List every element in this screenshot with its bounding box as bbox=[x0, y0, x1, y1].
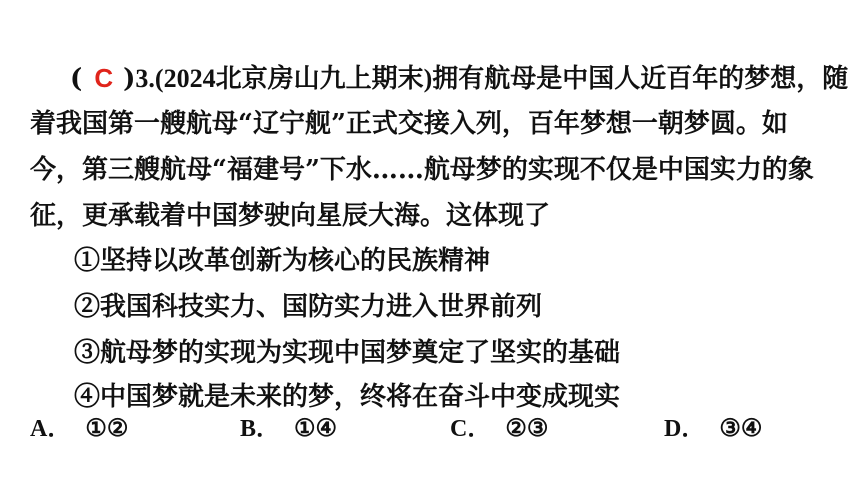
question-stem-line-2: 着我国第一艘航母“辽宁舰”正式交接入列，百年梦想一朝梦圆。如 bbox=[30, 109, 788, 139]
question-stem-line-3: 今，第三艘航母“福建号”下水……航母梦的实现不仅是中国实力的象 bbox=[30, 155, 814, 185]
choice-a-letter: A． bbox=[30, 416, 72, 442]
choice-c-value: ②③ bbox=[505, 413, 549, 442]
choice-a-value: ①② bbox=[85, 413, 129, 442]
statement-4: ④中国梦就是未来的梦，终将在奋斗中变成现实 bbox=[74, 382, 621, 412]
statement-1: ①坚持以改革创新为核心的民族精神 bbox=[74, 246, 491, 276]
choice-d-value: ③④ bbox=[719, 413, 763, 442]
answer-paren-close: ) bbox=[123, 64, 136, 94]
choice-d[interactable] bbox=[664, 412, 762, 445]
choice-c[interactable] bbox=[450, 412, 548, 445]
question-stem-line-4: 征，更承载着中国梦驶向星辰大海。这体现了 bbox=[30, 201, 551, 231]
choice-b-letter: B． bbox=[240, 416, 281, 442]
answer-paren-open: ( bbox=[70, 64, 83, 94]
answer-choices bbox=[30, 412, 830, 444]
choice-b[interactable] bbox=[240, 412, 337, 445]
statement-3: ③航母梦的实现为实现中国梦奠定了坚实的基础 bbox=[74, 338, 621, 368]
choice-c-letter: C． bbox=[450, 416, 492, 442]
question-stem-line-1 bbox=[70, 62, 848, 95]
statement-2: ②我国科技实力、国防实力进入世界前列 bbox=[74, 292, 543, 322]
choice-b-value: ①④ bbox=[294, 413, 338, 442]
question-number-source: 3.(2024北京房山九上期末) bbox=[135, 64, 433, 93]
choice-d-letter: D． bbox=[664, 416, 706, 442]
answer-key: C bbox=[94, 63, 114, 93]
question-stem-text-1: 拥有航母是中国人近百年的梦想，随 bbox=[432, 64, 849, 94]
choice-a[interactable] bbox=[30, 412, 128, 445]
